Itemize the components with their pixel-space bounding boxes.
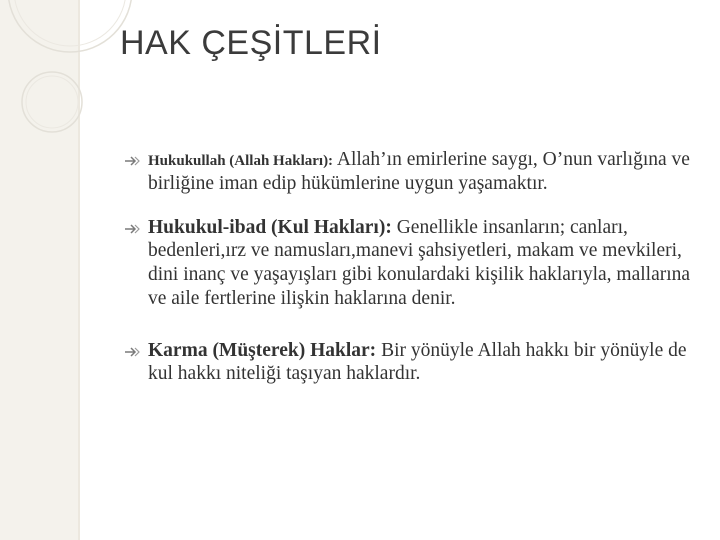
bullet-text: Allah’ın emirlerine saygı, O’nun varlığına ve birliğine iman edip hükümlerine uygun yaşamaktır.: [148, 149, 690, 194]
bullet-text: Bir yönüyle Allah hakkı bir yönüyle de kul hakkı niteliği taşıyan haklardır.: [148, 339, 687, 385]
bullet-text: Genellikle insanların; canları, bedenleri,ırz ve namusları,manevi şahsiyetleri, makam ve mevkileri, dini inanç ve yaşayışları gibi konulardaki kişilik haklarıyla, mallarına ve aile fertlerine ilişkin haklarına denir.: [148, 216, 691, 309]
bullet-item-hukukul-ibad: [124, 216, 704, 311]
bullet-item-hukukullah: [124, 148, 704, 196]
decor-ring-inner: [14, 0, 126, 46]
bullet-arrow-icon: [124, 155, 140, 167]
slide-title: HAK ÇEŞİTLERİ: [120, 24, 382, 62]
decor-ring-small-inner: [26, 76, 78, 128]
bullet-term: Karma (Müşterek) Haklar:: [148, 339, 377, 361]
bullet-arrow-icon: [124, 346, 140, 358]
bullet-term: Hukukullah (Allah Hakları):: [148, 153, 334, 169]
bullet-item-karma-haklar: [124, 339, 704, 387]
bullet-list: [124, 148, 704, 386]
bullet-term: Hukukul-ibad (Kul Hakları):: [148, 216, 392, 238]
bullet-arrow-icon: [124, 223, 140, 235]
decor-ring-small: [22, 72, 82, 132]
